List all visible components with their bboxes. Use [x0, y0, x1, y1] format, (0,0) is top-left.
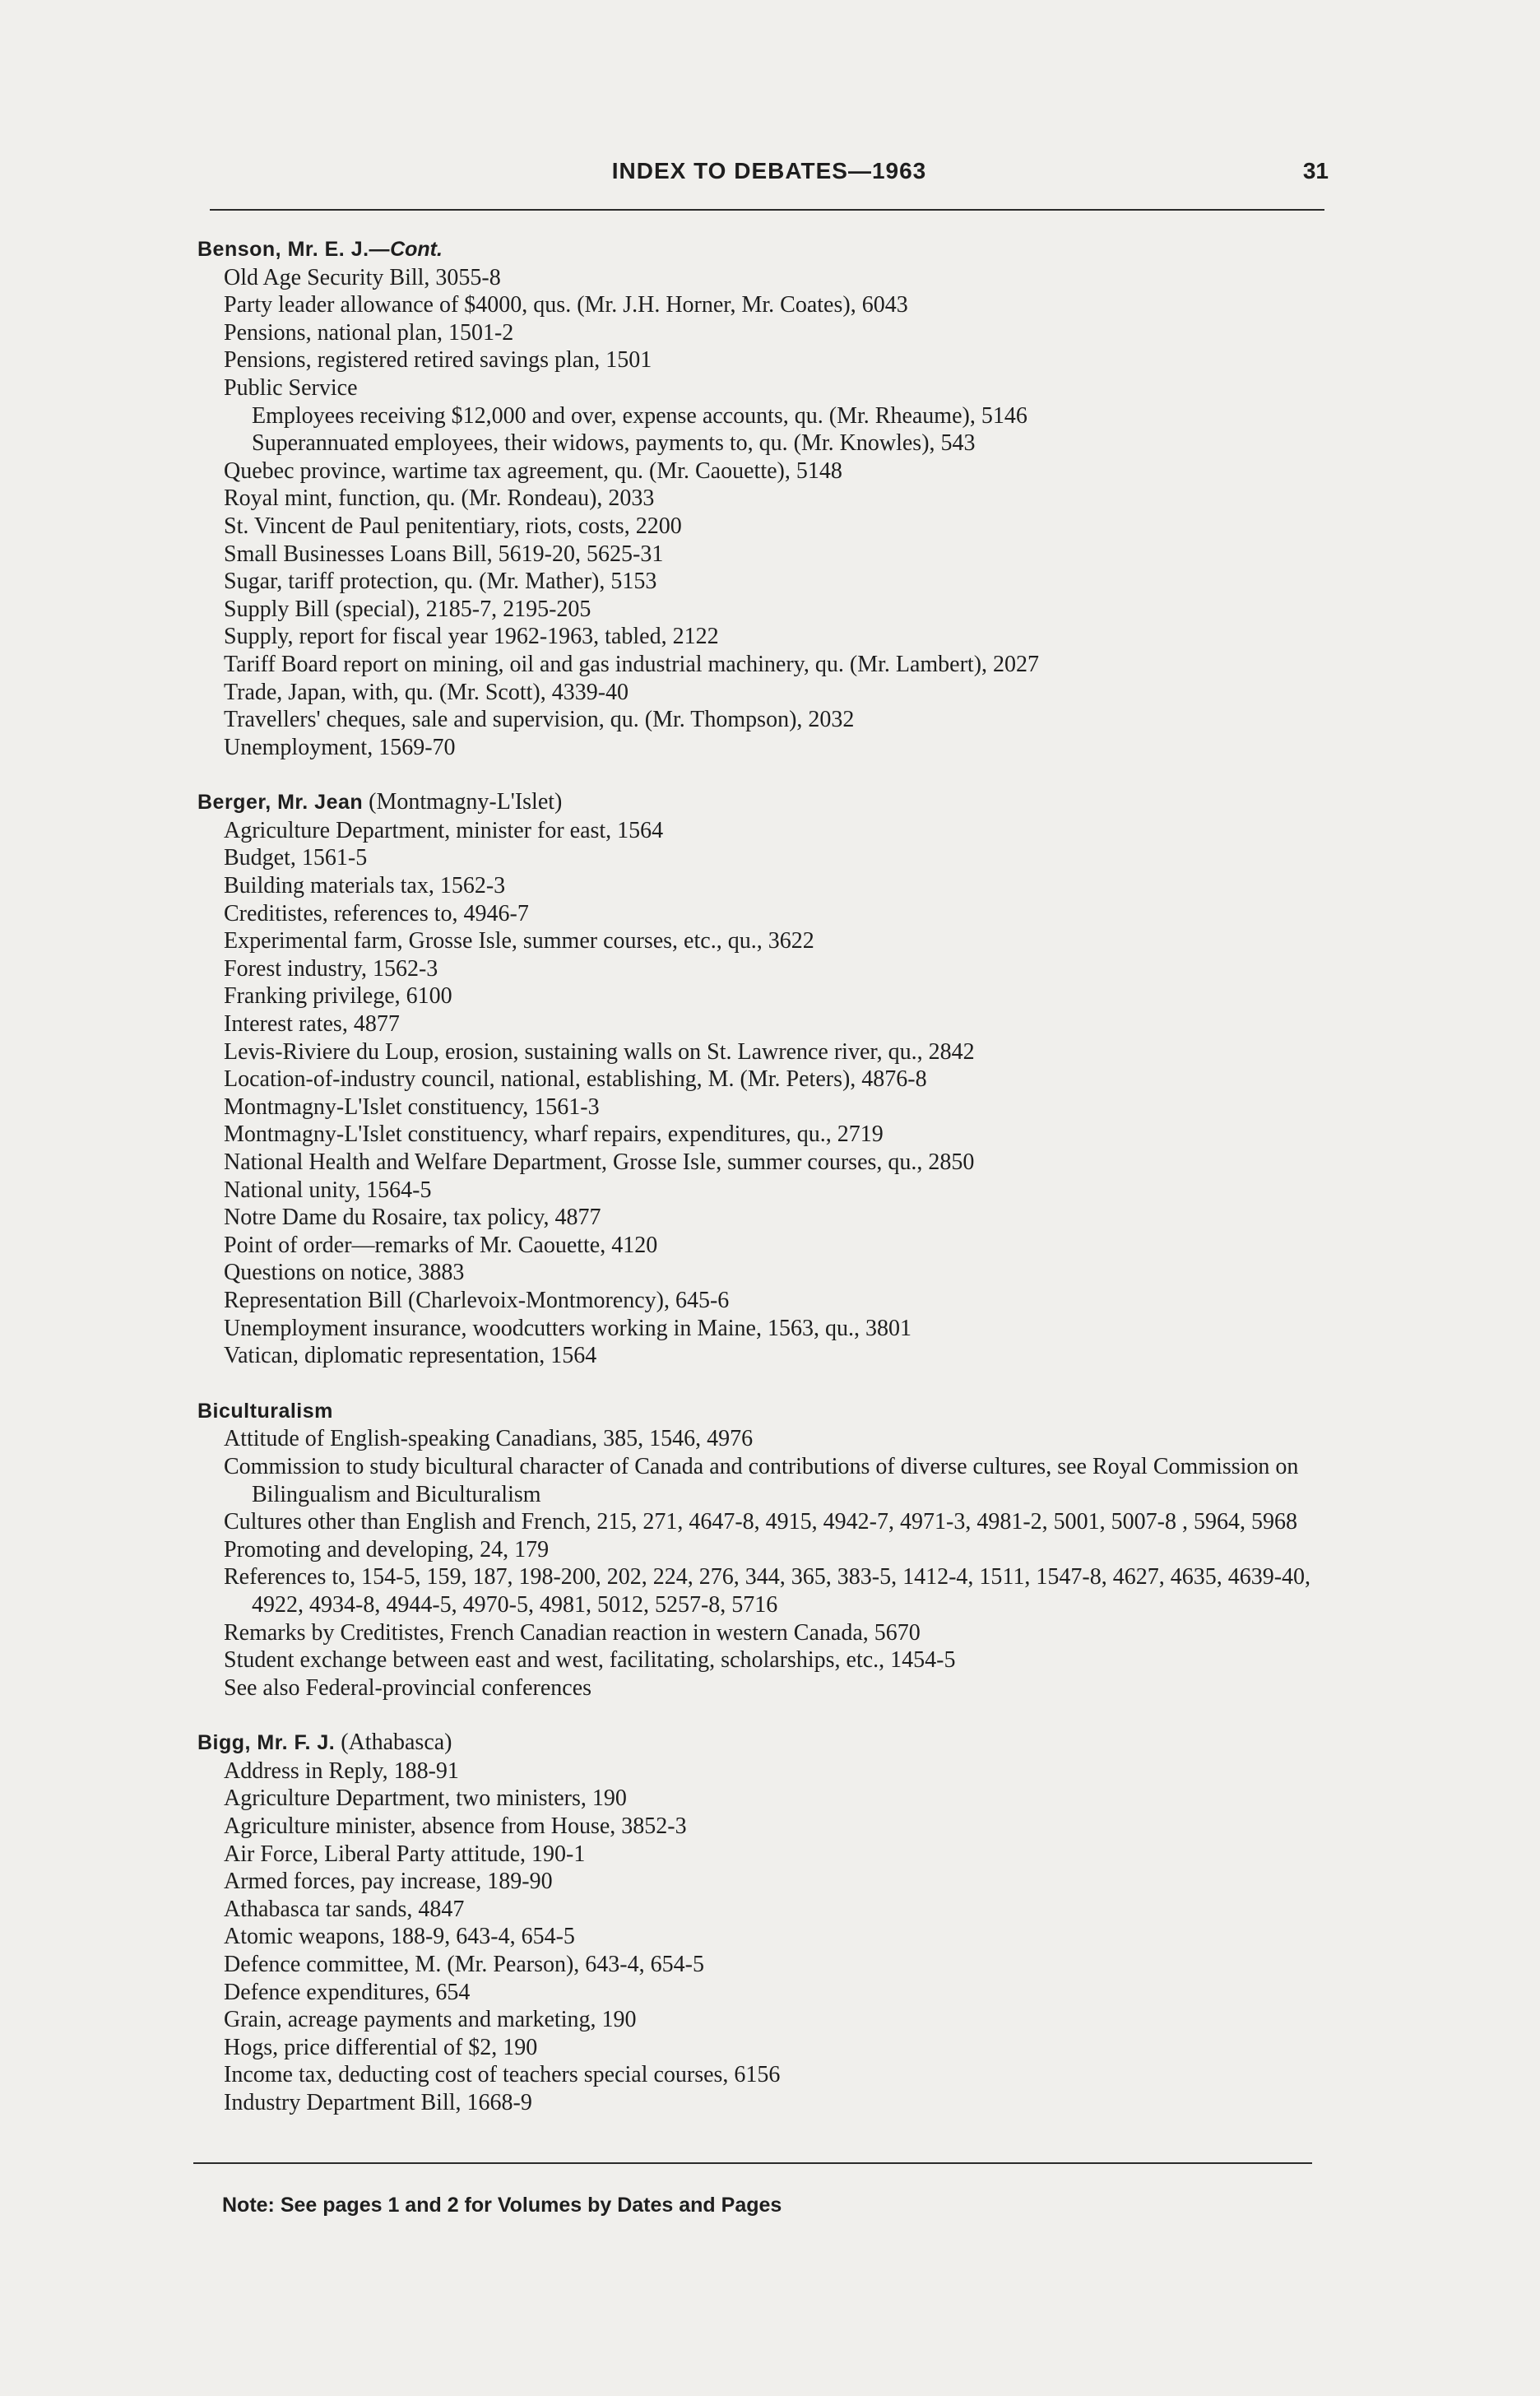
entry-heading [197, 788, 1333, 817]
index-item: Student exchange between east and west, facilitating, scholarships, etc., 1454-5 [224, 1647, 956, 1674]
index-item: Royal mint, function, qu. (Mr. Rondeau), 2033 [224, 485, 655, 512]
index-item: Agriculture Department, minister for east, 1564 [224, 817, 664, 843]
index-item: Unemployment insurance, woodcutters working in Maine, 1563, qu., 3801 [224, 1315, 911, 1341]
index-item: Point of order—remarks of Mr. Caouette, 4120 [224, 1232, 658, 1258]
index-item: Franking privilege, 6100 [224, 983, 452, 1010]
index-item: Questions on notice, 3883 [224, 1260, 465, 1286]
index-item: Public Service [224, 374, 358, 401]
index-item: Grain, acreage payments and marketing, 190 [224, 2007, 637, 2033]
index-item: Defence expenditures, 654 [224, 1979, 471, 2005]
entry-heading [197, 235, 1333, 264]
index-subitem: Employees receiving $12,000 and over, expense accounts, qu. (Mr. Rheaume), 5146 [252, 402, 1027, 429]
index-item: Notre Dame du Rosaire, tax policy, 4877 [224, 1205, 601, 1231]
index-item: Remarks by Creditistes, French Canadian reaction in western Canada, 5670 [224, 1619, 921, 1646]
index-item: Travellers' cheques, sale and supervision, qu. (Mr. Thompson), 2032 [224, 707, 855, 733]
index-item: Pensions, national plan, 1501-2 [224, 319, 514, 346]
index-item: Hogs, price differential of $2, 190 [224, 2034, 538, 2060]
index-item: Address in Reply, 188-91 [224, 1758, 459, 1784]
index-item: Commission to study bicultural character of Canada and contributions of diverse cultures, see Royal Commission on Bilingualism and Biculturalism [224, 1453, 1299, 1507]
index-item: St. Vincent de Paul penitentiary, riots, costs, 2200 [224, 513, 682, 539]
index-item: Quebec province, wartime tax agreement, qu. (Mr. Caouette), 5148 [224, 457, 842, 484]
index-item: Experimental farm, Grosse Isle, summer courses, etc., qu., 3622 [224, 928, 814, 954]
index-item: Cultures other than English and French, 215, 271, 4647-8, 4915, 4942-7, 4971-3, 4981-2, 5001, 5007-8 , 5964, 5968 [224, 1509, 1297, 1535]
entry-name: Biculturalism [197, 1399, 333, 1423]
index-item: Tariff Board report on mining, oil and gas industrial machinery, qu. (Mr. Lambert), 2027 [224, 651, 1040, 677]
footer-rule [193, 2162, 1312, 2164]
index-item: References to, 154-5, 159, 187, 198-200, 202, 224, 276, 344, 365, 383-5, 1412-4, 1511, 1547-8, 4627, 4635, 4639-40, 4922, 4934-8, 4944-5, 4970-5, 4981, 5012, 5257-8, 5716 [224, 1564, 1311, 1618]
page-header [210, 158, 1329, 191]
index-item: Party leader allowance of $4000, qus. (Mr. J.H. Horner, Mr. Coates), 6043 [224, 292, 908, 318]
index-item: Levis-Riviere du Loup, erosion, sustaining walls on St. Lawrence river, qu., 2842 [224, 1038, 975, 1065]
index-item: Supply, report for fiscal year 1962-1963, tabled, 2122 [224, 624, 719, 650]
index-item: National Health and Welfare Department, Grosse Isle, summer courses, qu., 2850 [224, 1149, 975, 1175]
index-entry-biculturalism [197, 1397, 1333, 1702]
index-content [197, 235, 1333, 2117]
page-title: INDEX TO DEBATES—1963 [611, 158, 927, 183]
index-item: Attitude of English-speaking Canadians, 385, 1546, 4976 [224, 1426, 754, 1452]
index-item: Industry Department Bill, 1668-9 [224, 2090, 532, 2115]
index-subitem: Superannuated employees, their widows, payments to, qu. (Mr. Knowles), 543 [252, 430, 976, 457]
index-item: Vatican, diplomatic representation, 1564 [224, 1343, 597, 1369]
index-item: National unity, 1564-5 [224, 1177, 432, 1203]
entry-items [197, 264, 1333, 762]
entry-name: Berger, Mr. Jean [197, 791, 364, 815]
index-item: Small Businesses Loans Bill, 5619-20, 5625-31 [224, 541, 664, 567]
index-item: Montmagny-L'Islet constituency, 1561-3 [224, 1094, 600, 1120]
index-item: Old Age Security Bill, 3055-8 [224, 264, 501, 290]
page-number: 31 [1302, 158, 1329, 183]
index-item: Pensions, registered retired savings plan, 1501 [224, 347, 652, 374]
entry-items [197, 817, 1333, 1370]
entry-riding: (Athabasca) [341, 1730, 452, 1756]
index-item: Athabasca tar sands, 4847 [224, 1896, 465, 1922]
index-item: Sugar, tariff protection, qu. (Mr. Mather), 5153 [224, 569, 657, 595]
index-entry-benson [197, 235, 1333, 761]
entry-name: Bigg, Mr. F. J. [197, 1731, 336, 1755]
index-item: Atomic weapons, 188-9, 643-4, 654-5 [224, 1924, 575, 1950]
index-item: Supply Bill (special), 2185-7, 2195-205 [224, 596, 591, 622]
footnote: Note: See pages 1 and 2 for Volumes by Dates and Pages [222, 2194, 782, 2217]
entry-heading [197, 1729, 1333, 1758]
index-item: See also Federal-provincial conferences [224, 1674, 592, 1701]
entry-items [197, 1758, 1333, 2117]
index-item: Building materials tax, 1562-3 [224, 873, 506, 899]
index-item: Location-of-industry council, national, establishing, M. (Mr. Peters), 4876-8 [224, 1066, 927, 1093]
entry-riding: (Montmagny-L'Islet) [369, 789, 563, 815]
index-item: Defence committee, M. (Mr. Pearson), 643-4, 654-5 [224, 1952, 704, 1978]
index-item: Montmagny-L'Islet constituency, wharf repairs, expenditures, qu., 2719 [224, 1121, 884, 1148]
index-item: Interest rates, 4877 [224, 1011, 400, 1038]
index-item: Creditistes, references to, 4946-7 [224, 900, 529, 926]
index-item: Representation Bill (Charlevoix-Montmorency), 645-6 [224, 1287, 730, 1313]
index-item: Promoting and developing, 24, 179 [224, 1536, 550, 1563]
index-entry-bigg [197, 1729, 1333, 2116]
index-entry-berger [197, 788, 1333, 1369]
index-item: Agriculture Department, two ministers, 190 [224, 1785, 627, 1812]
index-item: Armed forces, pay increase, 189-90 [224, 1869, 553, 1895]
header-rule [210, 209, 1324, 211]
index-item: Unemployment, 1569-70 [224, 734, 456, 760]
index-item: Forest industry, 1562-3 [224, 955, 438, 982]
entry-items [197, 1425, 1333, 1702]
index-item: Income tax, deducting cost of teachers special courses, 6156 [224, 2062, 781, 2088]
index-item: Trade, Japan, with, qu. (Mr. Scott), 4339-40 [224, 679, 629, 705]
index-item: Air Force, Liberal Party attitude, 190-1 [224, 1841, 586, 1867]
entry-suffix: Cont. [390, 238, 443, 261]
index-item: Agriculture minister, absence from House, 3852-3 [224, 1813, 687, 1840]
entry-name: Benson, Mr. E. J.— [197, 238, 391, 261]
entry-heading [197, 1397, 1333, 1426]
index-item: Budget, 1561-5 [224, 845, 368, 871]
